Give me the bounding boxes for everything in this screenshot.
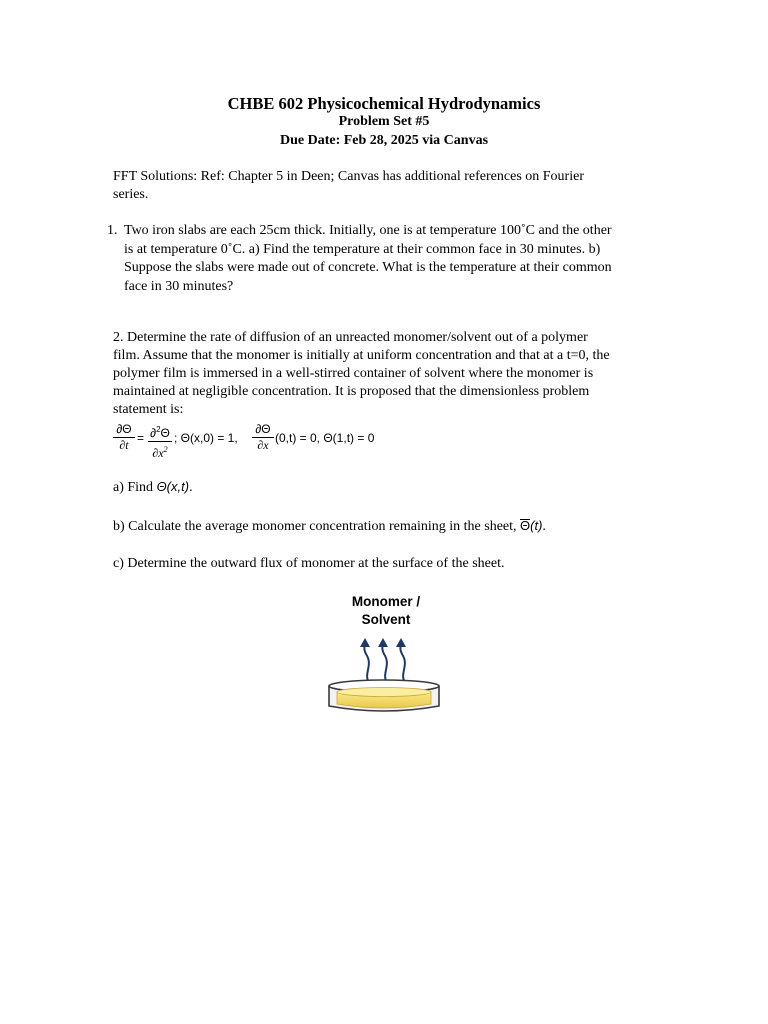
problem-1-line: face in 30 minutes? (124, 278, 234, 294)
part-c: c) Determine the outward flux of monomer at the surface of the sheet. (113, 556, 505, 571)
arrowhead-icon (378, 638, 388, 647)
second-derivative-fraction: ∂$^2$Θ $\partial x^2$ (148, 422, 172, 461)
dish (329, 680, 439, 711)
problem-1-line: is at temperature 0˚C. a) Find the temperature at their common face in 30 minutes. b) (124, 241, 601, 257)
theta-bar: Θ (520, 518, 531, 533)
flux-derivative-fraction: ∂Θ ∂x (252, 422, 274, 453)
equals-sign: = (137, 431, 145, 445)
problem-1-text (124, 222, 612, 296)
arrowhead-icon (396, 638, 406, 647)
problem-1-line: Two iron slabs are each 25cm thick. Initially, one is at temperature 100˚C and the other (124, 223, 612, 238)
initial-condition: ; Θ(x,0) = 1, (174, 431, 238, 445)
boundary-conditions: (0,t) = 0, Θ(1,t) = 0 (275, 431, 375, 445)
figure-label-line1: Monomer / (351, 594, 421, 609)
vapor-arrow-icon (364, 644, 370, 684)
problem-1-line: Suppose the slabs were made out of concrete. What is the temperature at their common (124, 260, 612, 275)
intro-line: FFT Solutions: Ref: Chapter 5 in Deen; Canvas has additional references on Fourier (113, 169, 584, 184)
problem-set-number: Problem Set #5 (338, 114, 430, 129)
problem-2-paragraph (113, 329, 673, 419)
vapor-arrows (364, 644, 406, 684)
figure-label-line2: Solvent (361, 612, 411, 627)
problem-2-line: polymer film is immersed in a well-stirred container of solvent where the monomer is (113, 366, 594, 381)
time-derivative-fraction: ∂Θ ∂t (113, 422, 135, 453)
problem-2-line: film. Assume that the monomer is initially at uniform concentration and that at a t=0, the (113, 348, 610, 363)
problem-1-number: 1. (107, 223, 118, 238)
intro-paragraph (113, 168, 673, 204)
course-title: CHBE 602 Physicochemical Hydrodynamics (227, 94, 541, 113)
part-a: a) Find Θ(x,t). (113, 479, 193, 495)
intro-line: series. (113, 187, 149, 202)
governing-equation (113, 420, 413, 462)
theta-function: Θ(x,t) (156, 479, 190, 494)
problem-2-line: 2. Determine the rate of diffusion of an unreacted monomer/solvent out of a polymer (113, 330, 588, 345)
part-b: b) Calculate the average monomer concentration remaining in the sheet, Θ(t). (113, 518, 546, 534)
petri-dish-illustration (322, 634, 446, 718)
due-date: Due Date: Feb 28, 2025 via Canvas (279, 133, 489, 148)
problem-2-line: maintained at negligible concentration. It is proposed that the dimensionless problem (113, 384, 590, 399)
problem-2-line: statement is: (113, 402, 184, 417)
theta-bar-arg: (t) (530, 518, 543, 533)
arrowhead-icon (360, 638, 370, 647)
vapor-arrow-icon (400, 644, 406, 684)
vapor-arrow-icon (382, 644, 388, 684)
